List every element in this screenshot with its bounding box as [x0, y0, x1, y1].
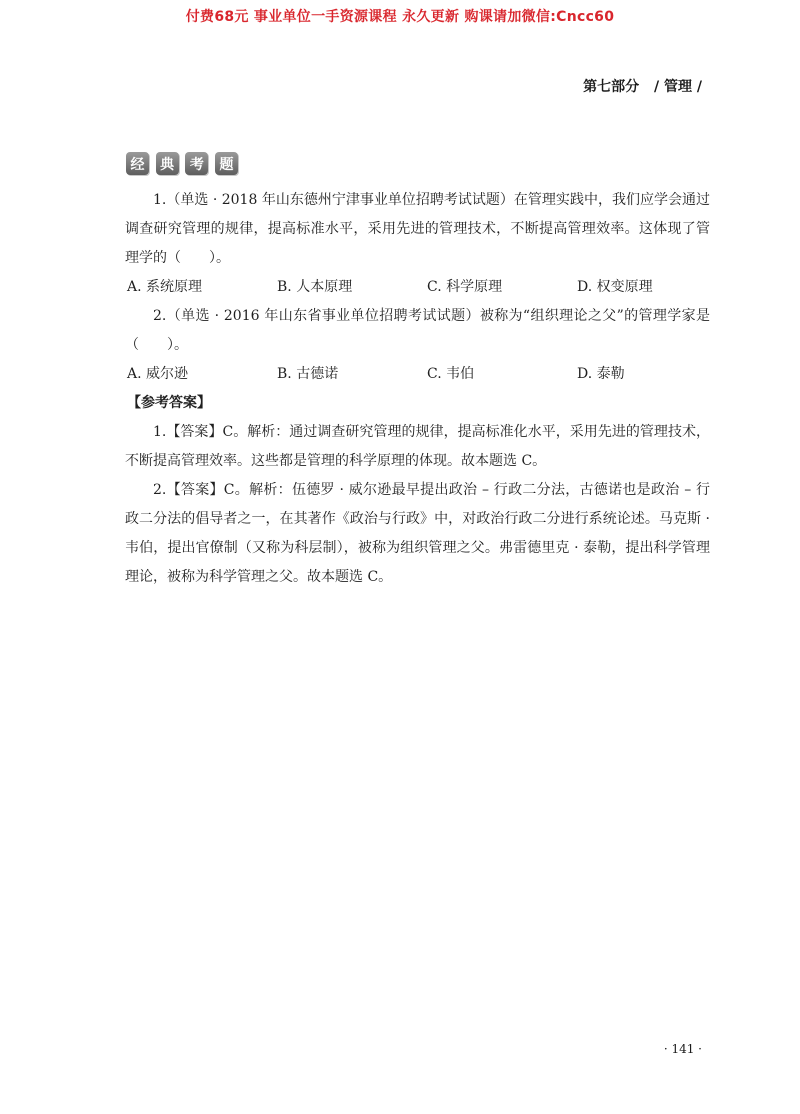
section-banner	[126, 150, 238, 177]
question-1-options	[125, 273, 710, 302]
option-c: C. 韦伯	[427, 366, 475, 382]
watermark-text: 付费68元 事业单位一手资源课程 永久更新 购课请加微信:Cncc60	[185, 9, 615, 25]
question-2-stem: 2.（单选 · 2016 年山东省事业单位招聘考试试题）被称为“组织理论之父”的管理学家是（ ）。	[125, 308, 710, 353]
banner-char: 经	[126, 152, 149, 175]
answers-heading: 【参考答案】	[127, 395, 211, 411]
option-a: A. 威尔逊	[127, 366, 189, 382]
main-content	[125, 186, 710, 592]
answer-1: 1.【答案】C。解析：通过调查研究管理的规律，提高标准化水平，采用先进的管理技术，不断提高管理效率。这些都是管理的科学原理的体现。故本题选 C。	[125, 424, 710, 469]
running-header	[583, 76, 702, 96]
answer-2: 2.【答案】C。解析：伍德罗 · 威尔逊最早提出政治 – 行政二分法，古德诺也是政治 – 行政二分法的倡导者之一，在其著作《政治与行政》中，对政治行政二分进行系统论述。马克斯 · 韦伯，提出官僚制（又称为科层制），被称为组织管理之父。弗雷德里克 · 泰勒，提出科学管理理论，被称为科学管理之父。故本题选 C。	[125, 482, 710, 585]
header-section: / 管理 /	[654, 79, 702, 95]
question-2-options	[125, 360, 710, 389]
option-d: D. 权变原理	[577, 279, 653, 295]
option-b: B. 人本原理	[277, 279, 353, 295]
banner-char: 题	[215, 152, 238, 175]
option-a: A. 系统原理	[127, 279, 203, 295]
header-part: 第七部分	[583, 79, 640, 95]
banner-char: 考	[185, 152, 208, 175]
page-number: · 141 ·	[663, 1042, 702, 1056]
option-c: C. 科学原理	[427, 279, 503, 295]
option-d: D. 泰勒	[577, 366, 625, 382]
question-1-stem: 1.（单选 · 2018 年山东德州宁津事业单位招聘考试试题）在管理实践中，我们应学会通过调查研究管理的规律，提高标准水平，采用先进的管理技术，不断提高管理效率。这体现了管理学的（ ）。	[125, 192, 710, 266]
option-b: B. 古德诺	[277, 366, 339, 382]
banner-char: 典	[156, 152, 179, 175]
